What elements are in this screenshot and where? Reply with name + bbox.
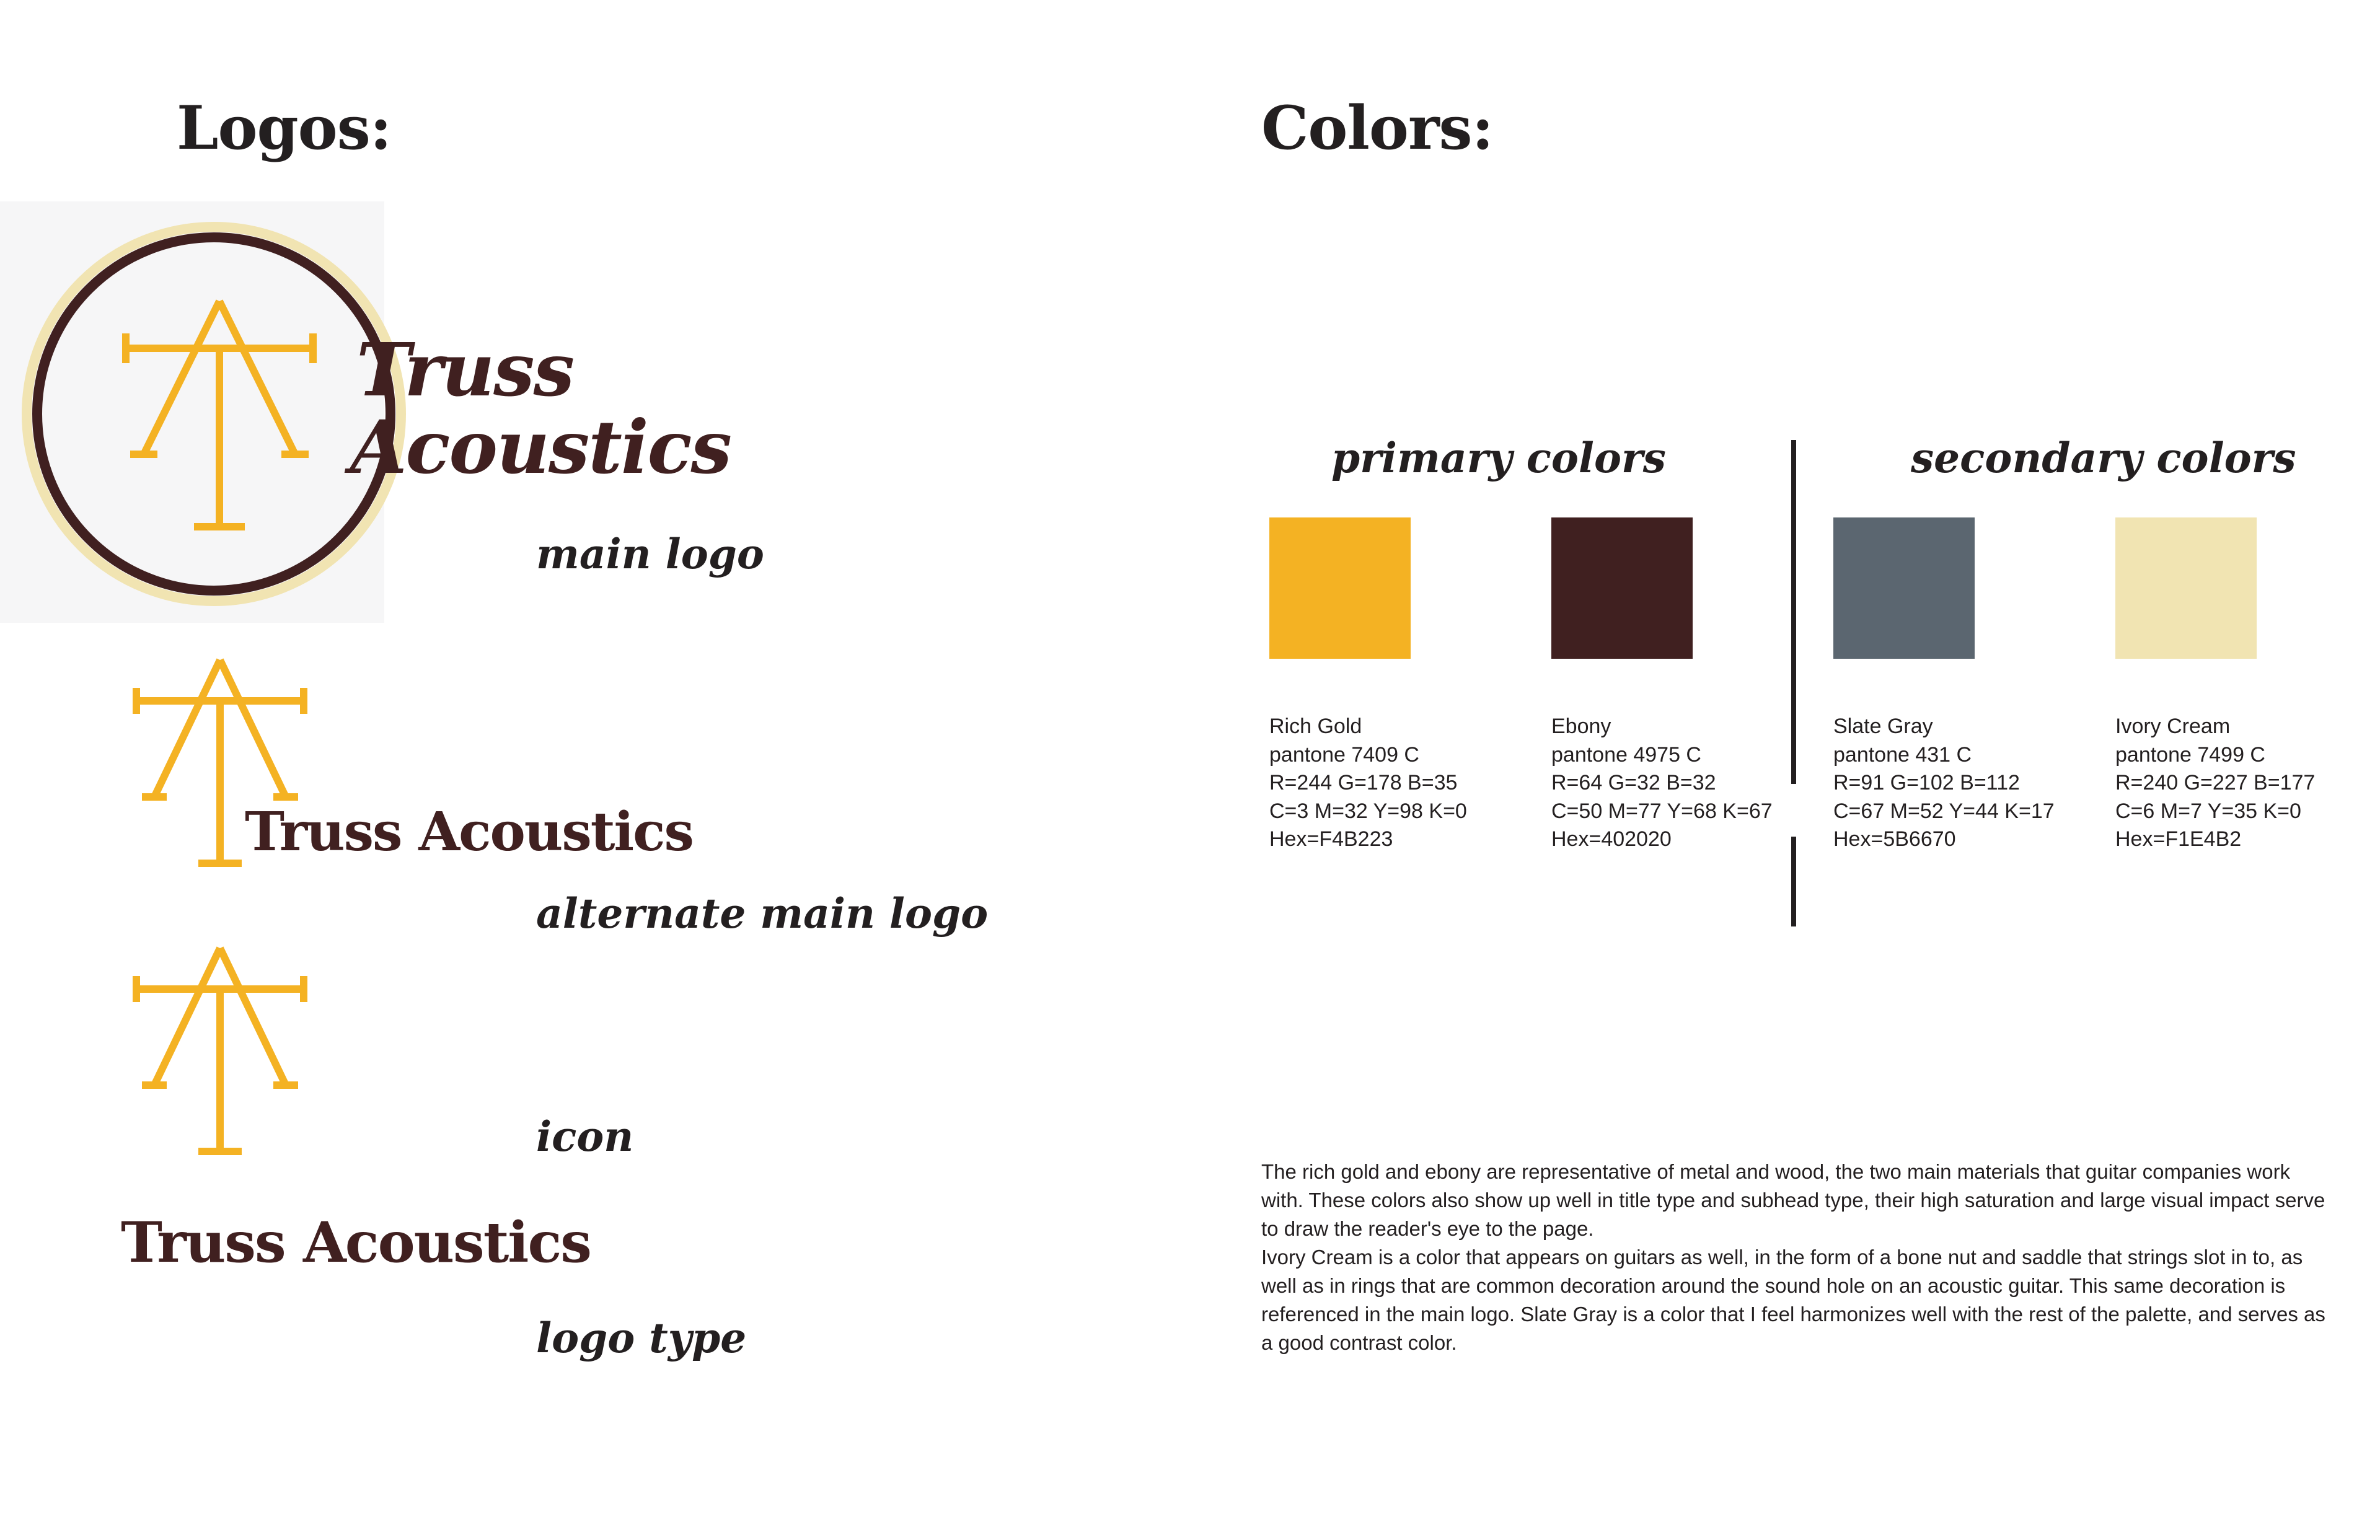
swatch-ebony: [1551, 517, 1693, 659]
alternate-logo-caption: alternate main logo: [536, 889, 989, 938]
primary-colors-heading: primary colors: [1331, 434, 1666, 482]
logo-type-wordmark: Truss Acoustics: [121, 1210, 591, 1275]
logos-title: Logos:: [177, 93, 392, 163]
spec-pantone: pantone 4975 C: [1551, 742, 1701, 767]
swatch-ivory-cream: [2115, 517, 2257, 659]
color-description: [1261, 1158, 2334, 1357]
spec-slate-gray: [1833, 713, 2055, 854]
spec-cmyk: C=50 M=77 Y=68 K=67: [1551, 799, 1773, 823]
spec-pantone: pantone 7499 C: [2115, 742, 2265, 767]
spec-cmyk: C=67 M=52 Y=44 K=17: [1833, 799, 2055, 823]
truss-monogram-icon: [121, 297, 319, 533]
spec-rgb: R=91 G=102 B=112: [1833, 771, 2020, 794]
icon-caption: icon: [536, 1112, 634, 1161]
main-logo-line1: Truss: [356, 327, 574, 413]
secondary-colors-heading: secondary colors: [1911, 434, 2296, 482]
main-logo-line2: Acoustics: [350, 404, 731, 490]
spec-name: Slate Gray: [1833, 715, 1933, 738]
spec-name: Rich Gold: [1269, 715, 1362, 738]
swatch-rich-gold: [1269, 517, 1411, 659]
spec-hex: Hex=F4B223: [1269, 827, 1393, 851]
spec-pantone: pantone 431 C: [1833, 742, 1972, 767]
spec-hex: Hex=F1E4B2: [2115, 827, 2242, 851]
spec-ebony: [1551, 713, 1773, 854]
spec-hex: Hex=402020: [1551, 827, 1672, 851]
spec-name: Ivory Cream: [2115, 715, 2231, 738]
swatch-slate-gray: [1833, 517, 1975, 659]
color-description-p2: Ivory Cream is a color that appears on guitars as well, in the form of a bone nut and saddle that strings slot in to, as well as in rings that are common decoration around the sound hole on an acoustic guitar. This same decoration is referenced in the main logo. Slate Gray is a color that I feel harmonizes well with the rest of the palette, and serves as a good contrast color.: [1261, 1246, 2325, 1354]
logo-type-caption: logo type: [536, 1314, 747, 1362]
spec-pantone: pantone 7409 C: [1269, 742, 1419, 767]
colors-title: Colors:: [1261, 93, 1493, 163]
main-logo-caption: main logo: [536, 530, 764, 578]
spec-rich-gold: [1269, 713, 1467, 854]
alternate-logo-wordmark: Truss Acoustics: [245, 801, 693, 863]
palette-divider-bottom: [1791, 837, 1796, 926]
spec-ivory-cream: [2115, 713, 2315, 854]
spec-cmyk: C=3 M=32 Y=98 K=0: [1269, 799, 1467, 823]
spec-rgb: R=240 G=227 B=177: [2115, 771, 2316, 794]
spec-cmyk: C=6 M=7 Y=35 K=0: [2115, 799, 2301, 823]
palette-divider-top: [1791, 440, 1796, 784]
icon-monogram-icon: [131, 945, 317, 1168]
spec-rgb: R=244 G=178 B=35: [1269, 771, 1458, 794]
color-description-p1: The rich gold and ebony are representative of metal and wood, the two main materials that guitar companies work with. These colors also show up well in title type and subhead type, their high saturation and large visual impact serve to draw the reader's eye to the page.: [1261, 1160, 2325, 1240]
spec-name: Ebony: [1551, 715, 1611, 738]
spec-hex: Hex=5B6670: [1833, 827, 1956, 851]
spec-rgb: R=64 G=32 B=32: [1551, 771, 1716, 794]
